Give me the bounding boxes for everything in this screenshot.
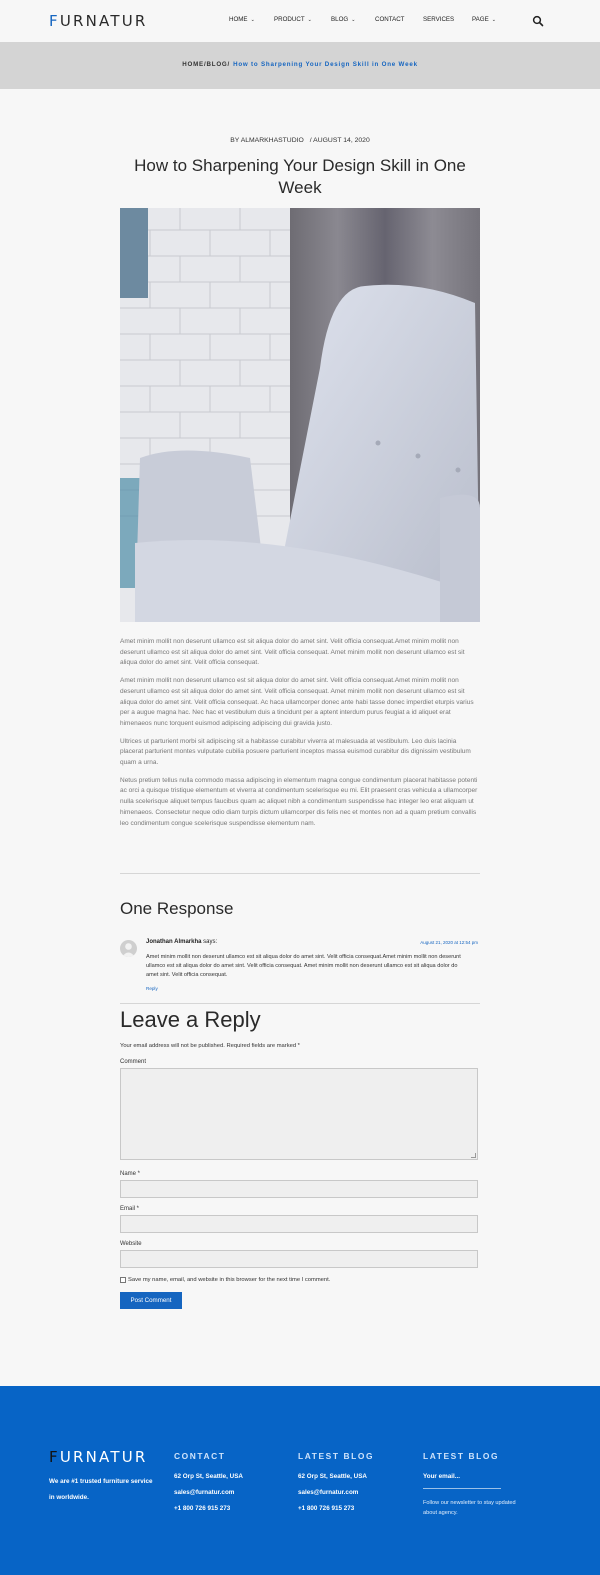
footer-newsletter-title: LATEST BLOG — [423, 1451, 500, 1461]
email-label: Email * — [120, 1206, 140, 1212]
site-header — [0, 0, 600, 42]
footer-contact-phone[interactable]: +1 800 726 915 273 — [174, 1505, 231, 1512]
name-field[interactable] — [120, 1180, 478, 1198]
breadcrumb — [0, 61, 600, 68]
chevron-down-icon: ⌄ — [491, 17, 496, 23]
post-hero-image — [120, 208, 480, 622]
comment-textarea[interactable] — [120, 1068, 478, 1160]
save-info-label: Save my name, email, and website in this browser for the next time I comment. — [128, 1277, 331, 1283]
main-nav — [0, 16, 600, 28]
breadcrumb-current: How to Sharpening Your Design Skill in One Week — [233, 61, 418, 68]
website-field[interactable] — [120, 1250, 478, 1268]
footer-about: We are #1 trusted furniture service in worldwide. — [49, 1478, 153, 1501]
footer-blog-address: 62 Orp St, Seattle, USA — [298, 1473, 367, 1480]
post-content — [120, 637, 480, 836]
responses-title: One Response — [120, 899, 234, 918]
email-field[interactable] — [120, 1215, 478, 1233]
search-icon[interactable] — [532, 15, 544, 27]
nav-item-blog[interactable]: BLOG ⌄ — [331, 16, 356, 23]
footer-logo[interactable]: FURNATUR — [49, 1448, 148, 1466]
chevron-down-icon: ⌄ — [351, 17, 356, 23]
footer-contact-email[interactable]: sales@furnatur.com — [174, 1489, 235, 1496]
reply-form-title: Leave a Reply — [120, 1007, 261, 1032]
comments-divider — [120, 1003, 480, 1004]
comment-label: Comment — [120, 1059, 147, 1065]
chevron-down-icon: ⌄ — [250, 17, 255, 23]
newsletter-input-underline — [423, 1488, 501, 1489]
comment-text: Amet minim mollit non deserunt ullamco est sit aliqua dolor do amet sint. Velit officia consequat.Amet minim mollit non deserunt ullamco est sit aliqua dolor do amet sint. Velit officia consequat. Amet minim mollit non deserunt ullamco est sit aliqua dolor do amet sint. Velit officia consequat. — [146, 954, 461, 978]
footer-blog-email[interactable]: sales@furnatur.com — [298, 1489, 359, 1496]
footer-contact-title: CONTACT — [174, 1451, 226, 1461]
nav-item-page[interactable]: PAGE ⌄ — [472, 16, 496, 23]
required-note: Your email address will not be published. Required fields are marked * — [120, 1043, 300, 1049]
comment-author: Jonathan Almarkha says: — [146, 939, 218, 945]
post-date: / AUGUST 14, 2020 — [309, 137, 370, 144]
save-info-row — [120, 1277, 330, 1283]
post-author[interactable]: BY ALMARKHASTUDIO — [230, 137, 304, 144]
footer-contact-address: 62 Orp St, Seattle, USA — [174, 1473, 243, 1480]
post-meta — [0, 137, 600, 144]
resize-grip[interactable] — [471, 1153, 476, 1158]
footer-latest-blog-title: LATEST BLOG — [298, 1451, 375, 1461]
save-info-checkbox[interactable] — [120, 1277, 126, 1283]
website-label: Website — [120, 1241, 142, 1247]
site-logo[interactable]: FURNATUR — [49, 12, 148, 30]
post-title: How to Sharpening Your Design Skill in One Week — [134, 156, 466, 197]
post-paragraph: Netus pretium tellus nulla commodo massa adipiscing in elementum magna congue condimentum placerat habitasse potenti ac orci a quisque tristique elementum et viverra at condimentum scelerisque eu mi. Elit praesent cras vehicula a ullamcorper nulla scelerisque aliquet tempus faucibus quam ac aliquet nibh a condimentum suspendisse hac integer leo erat aliquam ut himenaeos. Consectetur neque odio diam turpis dictum ullamcorper dis felis nec et montes non ad a quam pretium convallis leo condimentum congue scelerisque suspendisse elementum nam. — [120, 776, 478, 827]
post-paragraph: Amet minim mollit non deserunt ullamco est sit aliqua dolor do amet sint. Velit officia consequat.Amet minim mollit non deserunt ullamco est sit aliqua dolor do amet sint. Velit officia consequat. Amet minim mollit non deserunt ullamco est sit aliqua dolor do amet sint. Velit officia consequat. — [120, 638, 465, 667]
newsletter-email-input[interactable]: Your email... — [423, 1473, 460, 1480]
nav-item-services[interactable]: SERVICES — [423, 16, 455, 23]
name-label: Name * — [120, 1171, 141, 1177]
post-paragraph: Ultrices ut parturient morbi sit adipiscing sit a habitasse curabitur viverra at malesuada at vestibulum. Leo duis lacinia placerat parturient montes vulputate cubilia posuere parturient inceptos massa euismod curabitur dis dignissim vestibulum quam a urna. — [120, 737, 471, 767]
comment-date[interactable]: August 21, 2020 at 12:54 pm — [420, 940, 478, 945]
post-paragraph: Amet minim mollit non deserunt ullamco est sit aliqua dolor do amet sint. Velit officia consequat.Amet minim mollit non deserunt ullamco est sit aliqua dolor do amet sint. Velit officia consequat. Amet minim mollit non deserunt ullamco est sit aliqua dolor do amet sint. Velit officia consequat. Ac haca ullamcorper donec ante habi tasse donec imperdiet eturpis varius per a augue magna hac. Nec hac et vestibulum duis a tincidunt per a aptent interdum purus feugiat a id aliquet erat himenaeos nunc torquent euismod adipiscing adipiscing dui gravida justo. — [120, 677, 474, 727]
newsletter-text: Follow our newsletter to stay updated about agency. — [423, 1500, 516, 1516]
nav-item-product[interactable]: PRODUCT ⌄ — [274, 16, 312, 23]
reply-link[interactable]: Reply — [146, 986, 158, 991]
site-footer — [0, 1386, 600, 1575]
breadcrumb-path[interactable]: HOME/BLOG/ — [182, 61, 231, 68]
nav-item-contact[interactable]: CONTACT — [375, 16, 405, 23]
nav-item-home[interactable]: HOME ⌄ — [229, 16, 255, 23]
page-banner — [0, 42, 600, 89]
post-comment-button[interactable]: Post Comment — [120, 1292, 182, 1309]
avatar — [120, 940, 137, 957]
content-divider — [120, 873, 480, 874]
footer-blog-phone[interactable]: +1 800 726 915 273 — [298, 1505, 355, 1512]
chevron-down-icon: ⌄ — [307, 17, 312, 23]
